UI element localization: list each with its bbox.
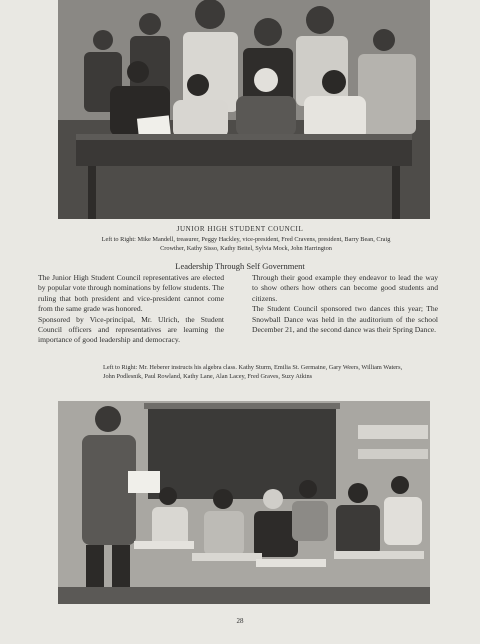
article-paragraph: The Junior High Student Council representatives are elected by popular vote through nominations by fellow students. The ruling that both president and vice-president cannot come from the same grade was honored. [38, 273, 224, 314]
article-paragraph: The Student Council sponsored two dances this year; The Snowball Dance was held in the auditorium of the school December 21, and the second dance was their Spring Dance. [252, 304, 438, 335]
classroom-photo-caption: Left to Right: Mr. Heberer instructs his algebra class. Kathy Sturm, Emilia St. Germaine, Gary Weers, William Waters, John Podlesnik, Paul Rowland, Kathy Lane, Alan Lacey, Fred Graves, Suzy Atkins [103, 364, 403, 380]
article-paragraph: Through their good example they endeavor to lead the way to show others how others can become good students and citizens. [252, 273, 438, 303]
photo-caption-names: Left to Right: Mike Mandell, treasurer, Peggy Hackley, vice-president, Fred Cravens, president, Barry Bean, Craig Crowther, Kathy Sisso, Kathy Beitel, Sylvia Mock, John Harrington [101, 236, 391, 252]
photo-caption-title: JUNIOR HIGH STUDENT COUNCIL [176, 225, 304, 233]
section-heading: Leadership Through Self Government [175, 261, 305, 271]
student-council-photo [58, 0, 430, 219]
article-left-column [38, 273, 224, 346]
article-paragraph: Sponsored by Vice-principal, Mr. Ulrich, the Student Council officers and representatives are learning the importance of good leadership and democracy. [38, 314, 224, 345]
classroom-photo [58, 401, 430, 604]
page-number: 28 [236, 617, 244, 625]
article-right-column [252, 273, 438, 335]
